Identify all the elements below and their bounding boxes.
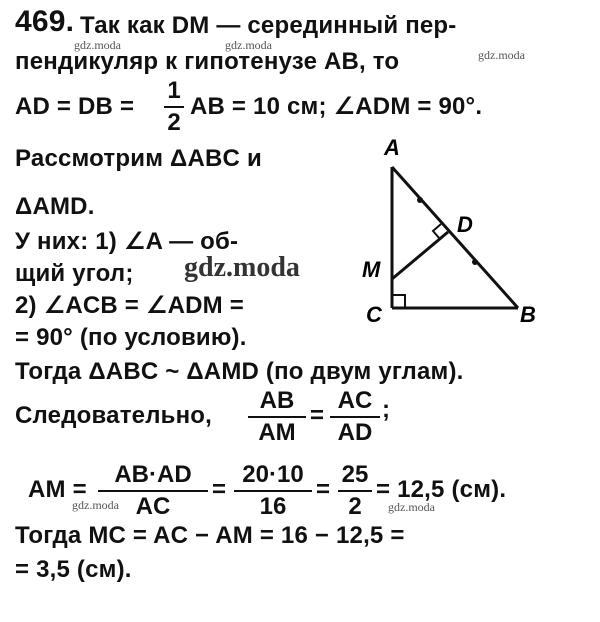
fraction-bar — [234, 490, 312, 492]
side-ab — [392, 167, 518, 308]
right-angle-mark-c — [392, 295, 405, 308]
text-line-10: Тогда ΔABC ~ ΔAMD (по двум углам). — [15, 358, 464, 385]
fraction-ac-ad-denominator: AD — [337, 419, 373, 446]
text-line-13: Тогда MC = AC − AM = 16 − 12,5 = — [15, 522, 405, 549]
fraction-25-2-numerator: 25 — [341, 461, 369, 488]
problem-number: 469. — [15, 5, 75, 38]
fraction-half-numerator: 1 — [167, 77, 181, 104]
fraction-ab-am-denominator: AM — [258, 419, 296, 446]
fraction-abad-ac-numerator: AB·AD — [114, 461, 192, 488]
fraction-bar — [330, 416, 380, 418]
label-b: B — [520, 302, 536, 327]
text-line-3-right: AB = 10 см; ∠ADM = 90°. — [190, 93, 483, 120]
fraction-ac-ad-numerator: AC — [337, 387, 373, 414]
text-line-7: щий угол; — [15, 260, 134, 287]
tick-mark-db — [472, 259, 478, 265]
text-line-1: Так как DM — серединный пер- — [80, 12, 457, 39]
label-c: C — [366, 302, 382, 327]
equals-sign: = — [316, 476, 331, 503]
text-line-9: = 90° (по условию). — [15, 324, 247, 351]
text-line-3-left: AD = DB = — [15, 93, 135, 120]
fraction-25-2-denominator: 2 — [348, 493, 362, 520]
fraction-ac-ad — [330, 388, 380, 446]
fraction-half — [164, 78, 184, 136]
fraction-bar — [98, 490, 208, 492]
text-line-2: пендикуляр к гипотенузе AB, то — [15, 48, 400, 75]
fraction-ab-am-numerator: AB — [259, 387, 295, 414]
fraction-20x10-16-numerator: 20·10 — [242, 461, 304, 488]
watermark: gdz.moda — [225, 38, 272, 52]
watermark: gdz.moda — [72, 498, 119, 512]
watermark: gdz.moda — [74, 38, 121, 52]
fraction-20x10-16 — [234, 462, 312, 520]
right-angle-mark-d — [433, 224, 441, 239]
fraction-half-denominator: 2 — [167, 109, 181, 136]
semicolon: ; — [382, 396, 391, 423]
fraction-20x10-16-denominator: 16 — [259, 493, 287, 520]
label-d: D — [457, 212, 473, 237]
segment-dm — [392, 232, 448, 279]
watermark: gdz.moda — [388, 500, 435, 514]
text-line-14: = 3,5 (см). — [15, 556, 132, 583]
fraction-bar — [164, 106, 184, 108]
text-line-6: У них: 1) ∠A — об- — [15, 228, 239, 255]
label-m: M — [362, 257, 381, 282]
equals-sign: = — [212, 476, 227, 503]
text-line-8: 2) ∠ACB = ∠ADM = — [15, 292, 244, 319]
text-line-4: Рассмотрим ΔABC и — [15, 145, 262, 172]
label-a: A — [384, 135, 400, 160]
fraction-bar — [338, 490, 372, 492]
text-line-5: ΔAMD. — [15, 193, 95, 220]
watermark: gdz.moda — [478, 48, 525, 62]
fraction-25-2 — [338, 462, 372, 520]
text-line-11: Следовательно, — [15, 402, 213, 429]
watermark-large: gdz.moda — [184, 252, 300, 283]
fraction-abad-ac-denominator: AC — [135, 493, 171, 520]
fraction-bar — [248, 416, 306, 418]
equals-sign: = — [310, 402, 325, 429]
tick-mark-ad — [417, 197, 423, 203]
text-line-12-prefix: AM = — [28, 476, 87, 503]
text-line-12-suffix: = 12,5 (см). — [376, 476, 507, 503]
fraction-ab-am — [248, 388, 306, 446]
